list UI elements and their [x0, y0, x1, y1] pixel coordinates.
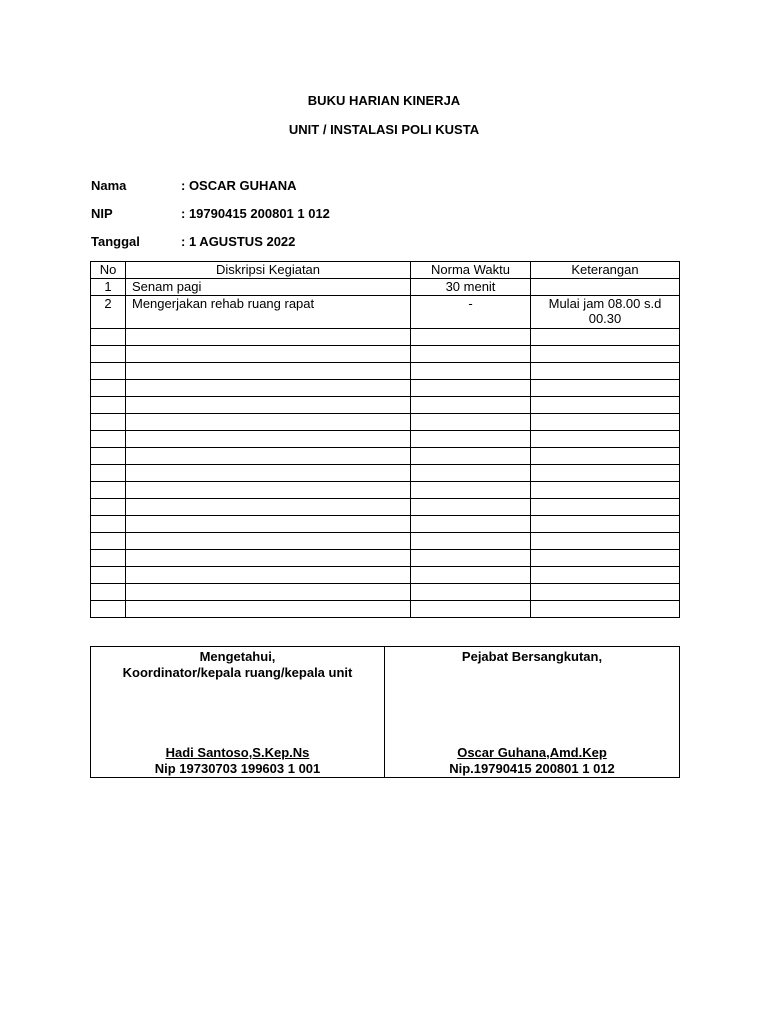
empty-cell	[91, 499, 126, 516]
signature-right	[385, 647, 680, 778]
row-norma-waktu: 30 menit	[411, 279, 531, 296]
empty-table-row	[91, 329, 680, 346]
header-diskripsi: Diskripsi Kegiatan	[126, 262, 411, 279]
empty-cell	[411, 550, 531, 567]
empty-cell	[91, 516, 126, 533]
empty-cell	[531, 516, 680, 533]
empty-table-row	[91, 363, 680, 380]
info-tanggal-row	[91, 234, 295, 249]
empty-cell	[126, 499, 411, 516]
empty-cell	[91, 380, 126, 397]
info-nama-row	[91, 178, 297, 193]
empty-table-row	[91, 465, 680, 482]
row-keterangan: Mulai jam 08.00 s.d 00.30	[531, 296, 680, 329]
empty-cell	[411, 499, 531, 516]
empty-cell	[411, 567, 531, 584]
left-signer-name: Hadi Santoso,S.Kep.Ns	[165, 745, 310, 760]
empty-cell	[411, 363, 531, 380]
table-header-row	[91, 262, 680, 279]
empty-table-row	[91, 516, 680, 533]
nama-label: Nama	[91, 178, 127, 193]
empty-table-row	[91, 533, 680, 550]
empty-cell	[91, 533, 126, 550]
empty-cell	[126, 397, 411, 414]
empty-cell	[531, 584, 680, 601]
empty-cell	[91, 431, 126, 448]
empty-cell	[411, 448, 531, 465]
info-nip-row	[91, 206, 330, 221]
right-heading: Pejabat Bersangkutan,	[461, 649, 603, 664]
document-title: BUKU HARIAN KINERJA	[307, 93, 461, 108]
row-no: 2	[91, 296, 126, 329]
empty-cell	[411, 329, 531, 346]
row-norma-waktu: -	[411, 296, 531, 329]
empty-cell	[91, 601, 126, 618]
empty-cell	[531, 329, 680, 346]
empty-cell	[126, 550, 411, 567]
empty-cell	[126, 346, 411, 363]
row-no: 1	[91, 279, 126, 296]
empty-cell	[531, 448, 680, 465]
empty-cell	[531, 601, 680, 618]
empty-cell	[126, 329, 411, 346]
tanggal-label: Tanggal	[91, 234, 140, 249]
table-row	[91, 279, 680, 296]
empty-cell	[411, 397, 531, 414]
empty-cell	[531, 431, 680, 448]
empty-cell	[531, 567, 680, 584]
row-keterangan	[531, 279, 680, 296]
empty-cell	[531, 465, 680, 482]
empty-cell	[91, 329, 126, 346]
empty-cell	[411, 516, 531, 533]
empty-table-row	[91, 414, 680, 431]
empty-cell	[91, 482, 126, 499]
empty-table-row	[91, 380, 680, 397]
empty-cell	[126, 516, 411, 533]
empty-cell	[531, 499, 680, 516]
left-heading-1: Mengetahui,	[199, 649, 276, 664]
empty-table-row	[91, 482, 680, 499]
empty-table-row	[91, 346, 680, 363]
header-keterangan: Keterangan	[531, 262, 680, 279]
empty-table-row	[91, 584, 680, 601]
tanggal-value: : 1 AGUSTUS 2022	[181, 234, 296, 249]
empty-cell	[411, 482, 531, 499]
empty-cell	[91, 346, 126, 363]
empty-cell	[411, 584, 531, 601]
empty-table-row	[91, 601, 680, 618]
empty-cell	[126, 482, 411, 499]
document-subtitle: UNIT / INSTALASI POLI KUSTA	[288, 122, 480, 137]
empty-cell	[126, 380, 411, 397]
empty-cell	[91, 550, 126, 567]
left-signer-nip: Nip 19730703 199603 1 001	[154, 761, 321, 776]
empty-cell	[126, 533, 411, 550]
empty-table-row	[91, 448, 680, 465]
empty-table-row	[91, 499, 680, 516]
empty-table-row	[91, 431, 680, 448]
right-signer-name: Oscar Guhana,Amd.Kep	[457, 745, 607, 760]
empty-cell	[531, 397, 680, 414]
empty-cell	[411, 431, 531, 448]
empty-cell	[531, 482, 680, 499]
empty-cell	[411, 465, 531, 482]
empty-cell	[411, 380, 531, 397]
empty-cell	[126, 448, 411, 465]
empty-cell	[411, 346, 531, 363]
nama-value: : OSCAR GUHANA	[181, 178, 297, 193]
empty-cell	[531, 380, 680, 397]
empty-cell	[91, 567, 126, 584]
empty-cell	[126, 584, 411, 601]
row-diskripsi: Mengerjakan rehab ruang rapat	[126, 296, 411, 329]
empty-cell	[411, 414, 531, 431]
empty-cell	[91, 397, 126, 414]
empty-cell	[411, 601, 531, 618]
empty-cell	[531, 533, 680, 550]
right-signer-nip: Nip.19790415 200801 1 012	[449, 761, 615, 776]
empty-cell	[531, 550, 680, 567]
row-diskripsi: Senam pagi	[126, 279, 411, 296]
empty-table-row	[91, 567, 680, 584]
empty-cell	[531, 346, 680, 363]
left-heading-2: Koordinator/kepala ruang/kepala unit	[122, 665, 353, 680]
empty-cell	[126, 567, 411, 584]
empty-cell	[126, 431, 411, 448]
empty-cell	[91, 584, 126, 601]
activity-table	[90, 261, 680, 618]
empty-cell	[91, 448, 126, 465]
empty-cell	[126, 363, 411, 380]
header-norma-waktu: Norma Waktu	[411, 262, 531, 279]
signature-table	[90, 646, 680, 778]
empty-cell	[126, 601, 411, 618]
empty-cell	[91, 414, 126, 431]
nip-label: NIP	[91, 206, 113, 221]
empty-cell	[531, 414, 680, 431]
nip-value: : 19790415 200801 1 012	[181, 206, 330, 221]
empty-table-row	[91, 397, 680, 414]
header-no: No	[91, 262, 126, 279]
empty-table-row	[91, 550, 680, 567]
empty-cell	[126, 465, 411, 482]
empty-cell	[91, 363, 126, 380]
empty-cell	[126, 414, 411, 431]
signature-left	[91, 647, 385, 778]
table-row	[91, 296, 680, 329]
empty-cell	[411, 533, 531, 550]
empty-cell	[531, 363, 680, 380]
empty-cell	[91, 465, 126, 482]
